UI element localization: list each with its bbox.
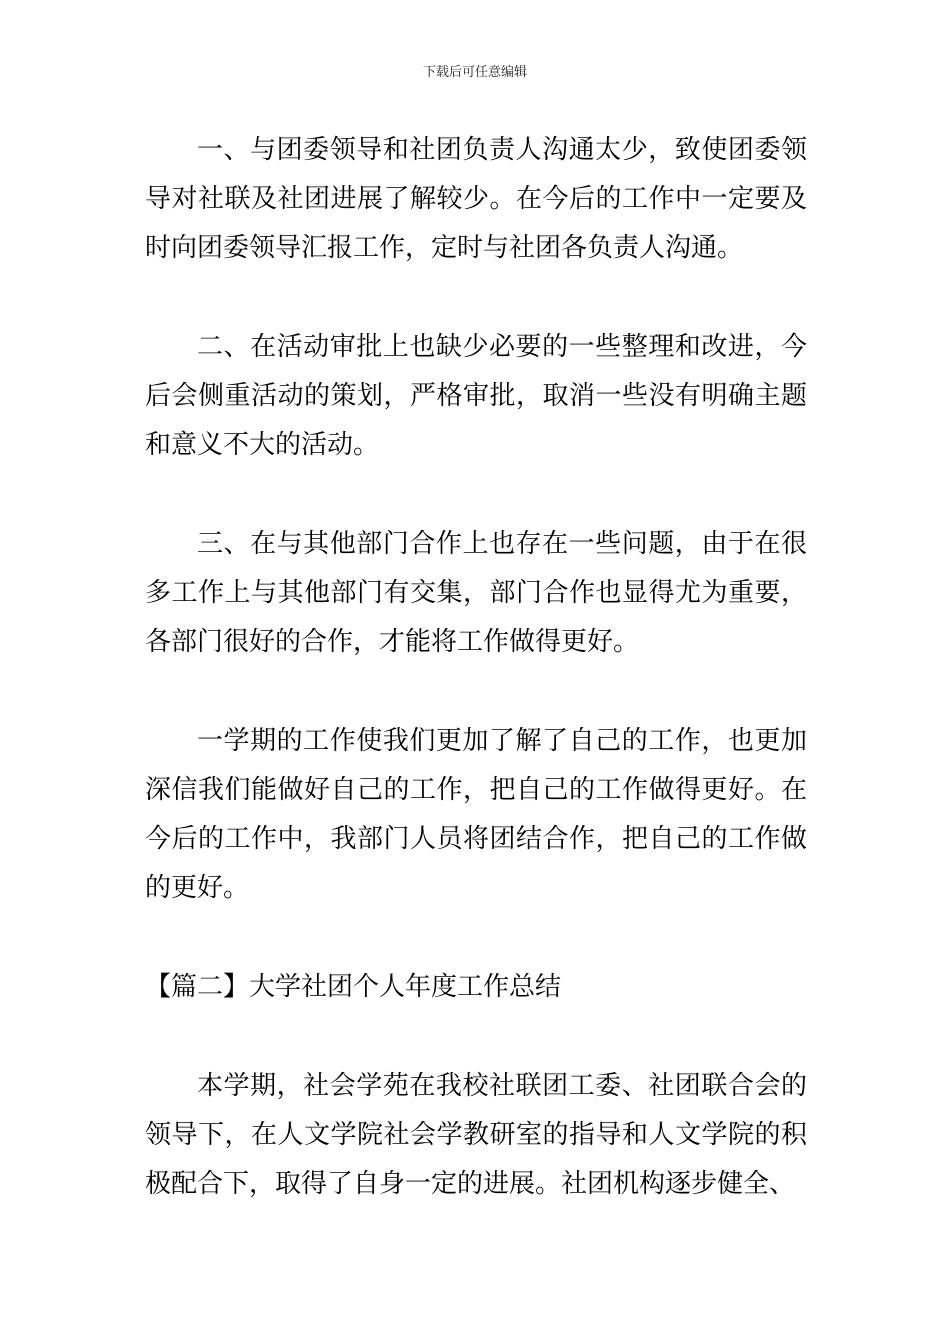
- header-note: 下载后可任意编辑: [422, 65, 527, 80]
- paragraph-1: 一、与团委领导和社团负责人沟通太少，致使团委领导对社联及社团进展了解较少。在今后的工作中一定要及时向团委领导汇报工作，定时与社团各负责人沟通。: [145, 135, 807, 263]
- paragraph-4: 一学期的工作使我们更加了解了自己的工作，也更加深信我们能做好自己的工作，把自己的工作做得更好。在今后的工作中，我部门人员将团结合作，把自己的工作做的更好。: [145, 726, 807, 903]
- section-paragraph: 本学期，社会学苑在我校社联团工委、社团联合会的领导下，在人文学院社会学教研室的指导和人文学院的积极配合下，取得了自身一定的进展。社团机构逐步健全、: [145, 1071, 807, 1199]
- paragraph-2: 二、在活动审批上也缺少必要的一些整理和改进，今后会侧重活动的策划，严格审批，取消一些没有明确主题和意义不大的活动。: [145, 332, 807, 460]
- document-body: [145, 126, 807, 1209]
- section-heading: 【篇二】大学社团个人年度工作总结: [145, 972, 562, 1002]
- paragraph-3: 三、在与其他部门合作上也存在一些问题，由于在很多工作上与其他部门有交集，部门合作也显得尤为重要，各部门很好的合作，才能将工作做得更好。: [145, 529, 807, 657]
